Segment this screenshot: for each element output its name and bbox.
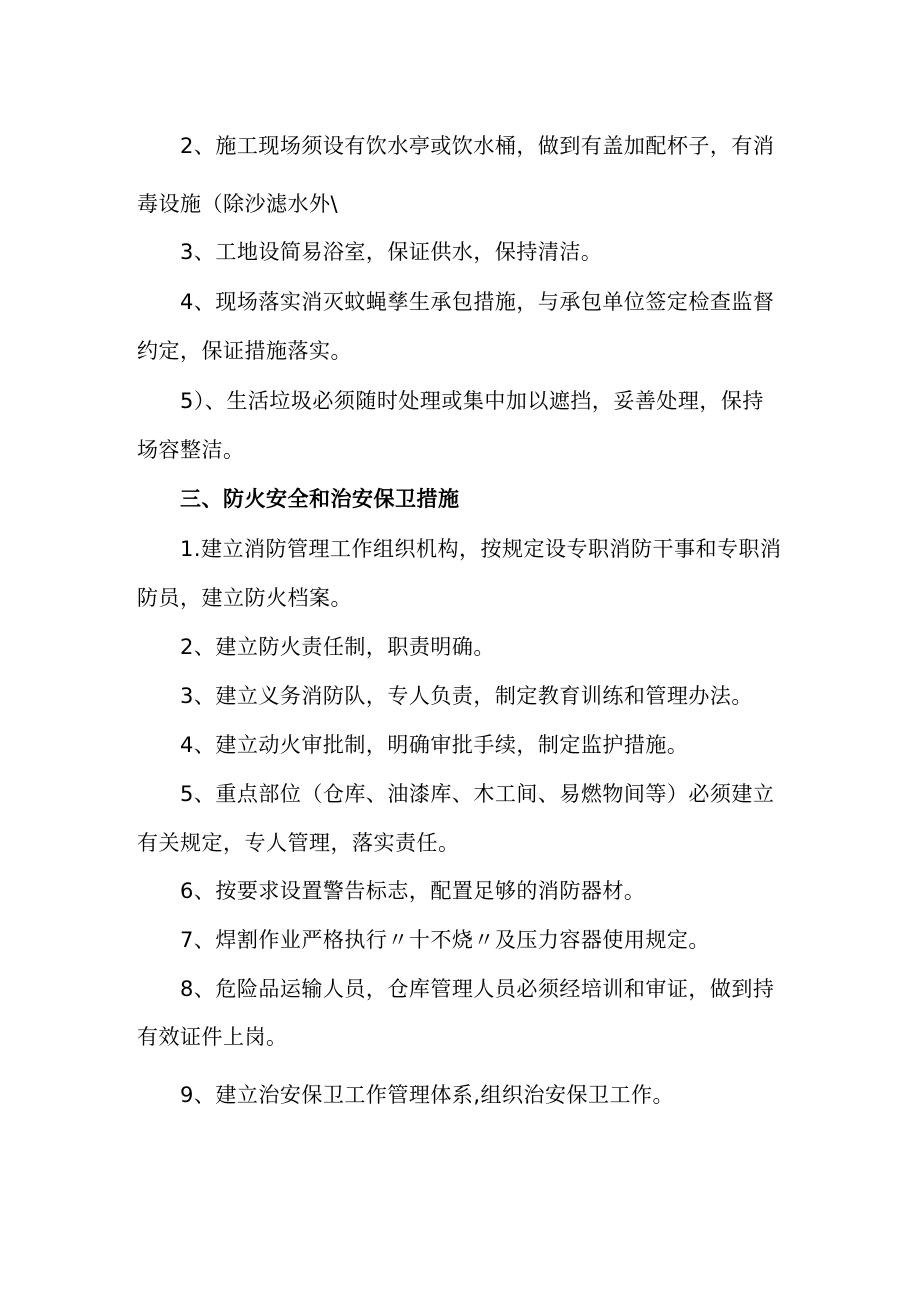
section3-item-2: 2、建立防火责任制，职责明确。 <box>180 635 495 659</box>
paragraph-item-2-line-2: 毒设施（除沙滤水外\ <box>137 192 339 216</box>
section3-item-8-line-2: 有效证件上岗。 <box>137 1025 288 1049</box>
section3-item-1-line-2: 防员，建立防火档案。 <box>137 586 352 610</box>
paragraph-item-4-line-2: 约定，保证措施落实。 <box>137 339 352 363</box>
paragraph-item-4-line-1: 4、现场落实消灭蚊蝇孳生承包措施，与承包单位签定检查监督 <box>180 290 775 314</box>
section3-item-1-line-1: 1.建立消防管理工作组织机构，按规定设专职消防干事和专职消 <box>180 537 782 561</box>
section3-item-6: 6、按要求设置警告标志，配置足够的消防器材。 <box>180 879 646 903</box>
paragraph-item-3: 3、工地设简易浴室，保证供水，保持清洁。 <box>180 240 603 264</box>
section3-item-3: 3、建立义务消防队，专人负责，制定教育训练和管理办法。 <box>180 684 753 708</box>
section-heading: 三、防火安全和治安保卫措施 <box>180 487 460 511</box>
section3-item-9: 9、建立治安保卫工作管理体系,组织治安保卫工作。 <box>180 1083 675 1107</box>
paragraph-item-5-line-1: 5）、生活垃圾必须随时处理或集中加以遮挡，妥善处理，保持 <box>180 389 764 413</box>
paragraph-item-2-line-1: 2、施工现场须设有饮水亭或饮水桶，做到有盖加配杯子，有消 <box>180 134 775 158</box>
section3-item-8-line-1: 8、危险品运输人员，仓库管理人员必须经培训和审证，做到持 <box>180 977 775 1001</box>
paragraph-item-5-line-2: 场容整洁。 <box>137 438 245 462</box>
section3-item-5-line-2: 有关规定，专人管理，落实责任。 <box>137 831 460 855</box>
section3-item-5-line-1: 5、重点部位（仓库、油漆库、木工间、易燃物间等）必须建立 <box>180 782 775 806</box>
section3-item-4: 4、建立动火审批制，明确审批手续，制定监护措施。 <box>180 733 689 757</box>
section3-item-7: 7、焊割作业严格执行〃十不烧〃及压力容器使用规定。 <box>180 928 710 952</box>
